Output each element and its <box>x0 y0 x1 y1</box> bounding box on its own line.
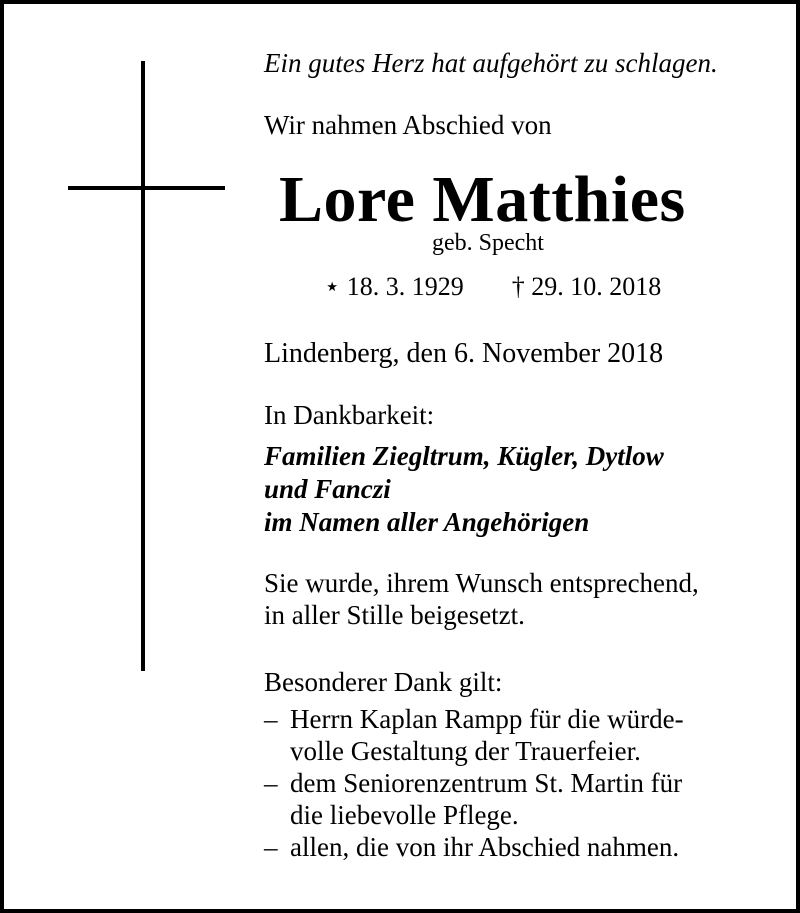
life-dates <box>324 272 661 302</box>
cross-icon-vertical-bar <box>141 61 145 671</box>
star-icon: ⋆ <box>324 272 341 301</box>
gratitude-intro: In Dankbarkeit: <box>264 400 435 430</box>
place-date: Lindenberg, den 6. November 2018 <box>264 338 664 369</box>
burial-note-line: Sie wurde, ihrem Wunsch entsprechend, <box>264 568 699 598</box>
list-item-line: die liebevolle Pflege. <box>290 800 519 830</box>
motto: Ein gutes Herz hat aufgehört zu schlagen. <box>264 48 718 78</box>
list-item <box>264 831 684 863</box>
burial-note-line: in aller Stille beigesetzt. <box>264 600 525 630</box>
thanks-intro: Besonderer Dank gilt: <box>264 667 503 697</box>
death-date: 29. 10. 2018 <box>531 272 662 301</box>
list-item <box>264 767 684 831</box>
dagger-icon: † <box>511 272 525 301</box>
birth-date: 18. 3. 1929 <box>346 272 464 301</box>
families-line: im Namen aller Angehörigen <box>264 507 590 537</box>
families-line: und Fanczi <box>264 474 391 504</box>
families-line: Familien Ziegltrum, Kügler, Dytlow <box>264 441 664 471</box>
dash-icon: – <box>264 704 278 734</box>
thanks-list <box>264 703 684 863</box>
dash-icon: – <box>264 768 278 798</box>
intro-text: Wir nahmen Abschied von <box>264 110 552 140</box>
burial-note <box>264 567 699 631</box>
list-item <box>264 703 684 767</box>
list-item-line: volle Gestaltung der Trauerfeier. <box>290 736 641 766</box>
birth-date-group <box>324 272 464 302</box>
list-item-line: Herrn Kaplan Rampp für die würde- <box>290 704 684 734</box>
cross-icon-horizontal-bar <box>68 186 225 190</box>
families-block <box>264 440 664 539</box>
list-item-line: allen, die von ihr Abschied nahmen. <box>290 832 680 862</box>
death-date-group <box>512 272 662 302</box>
deceased-name: Lore Matthies <box>279 163 686 236</box>
dash-icon: – <box>264 832 278 862</box>
list-item-line: dem Seniorenzentrum St. Martin für <box>290 768 683 798</box>
birth-name: geb. Specht <box>432 230 544 256</box>
